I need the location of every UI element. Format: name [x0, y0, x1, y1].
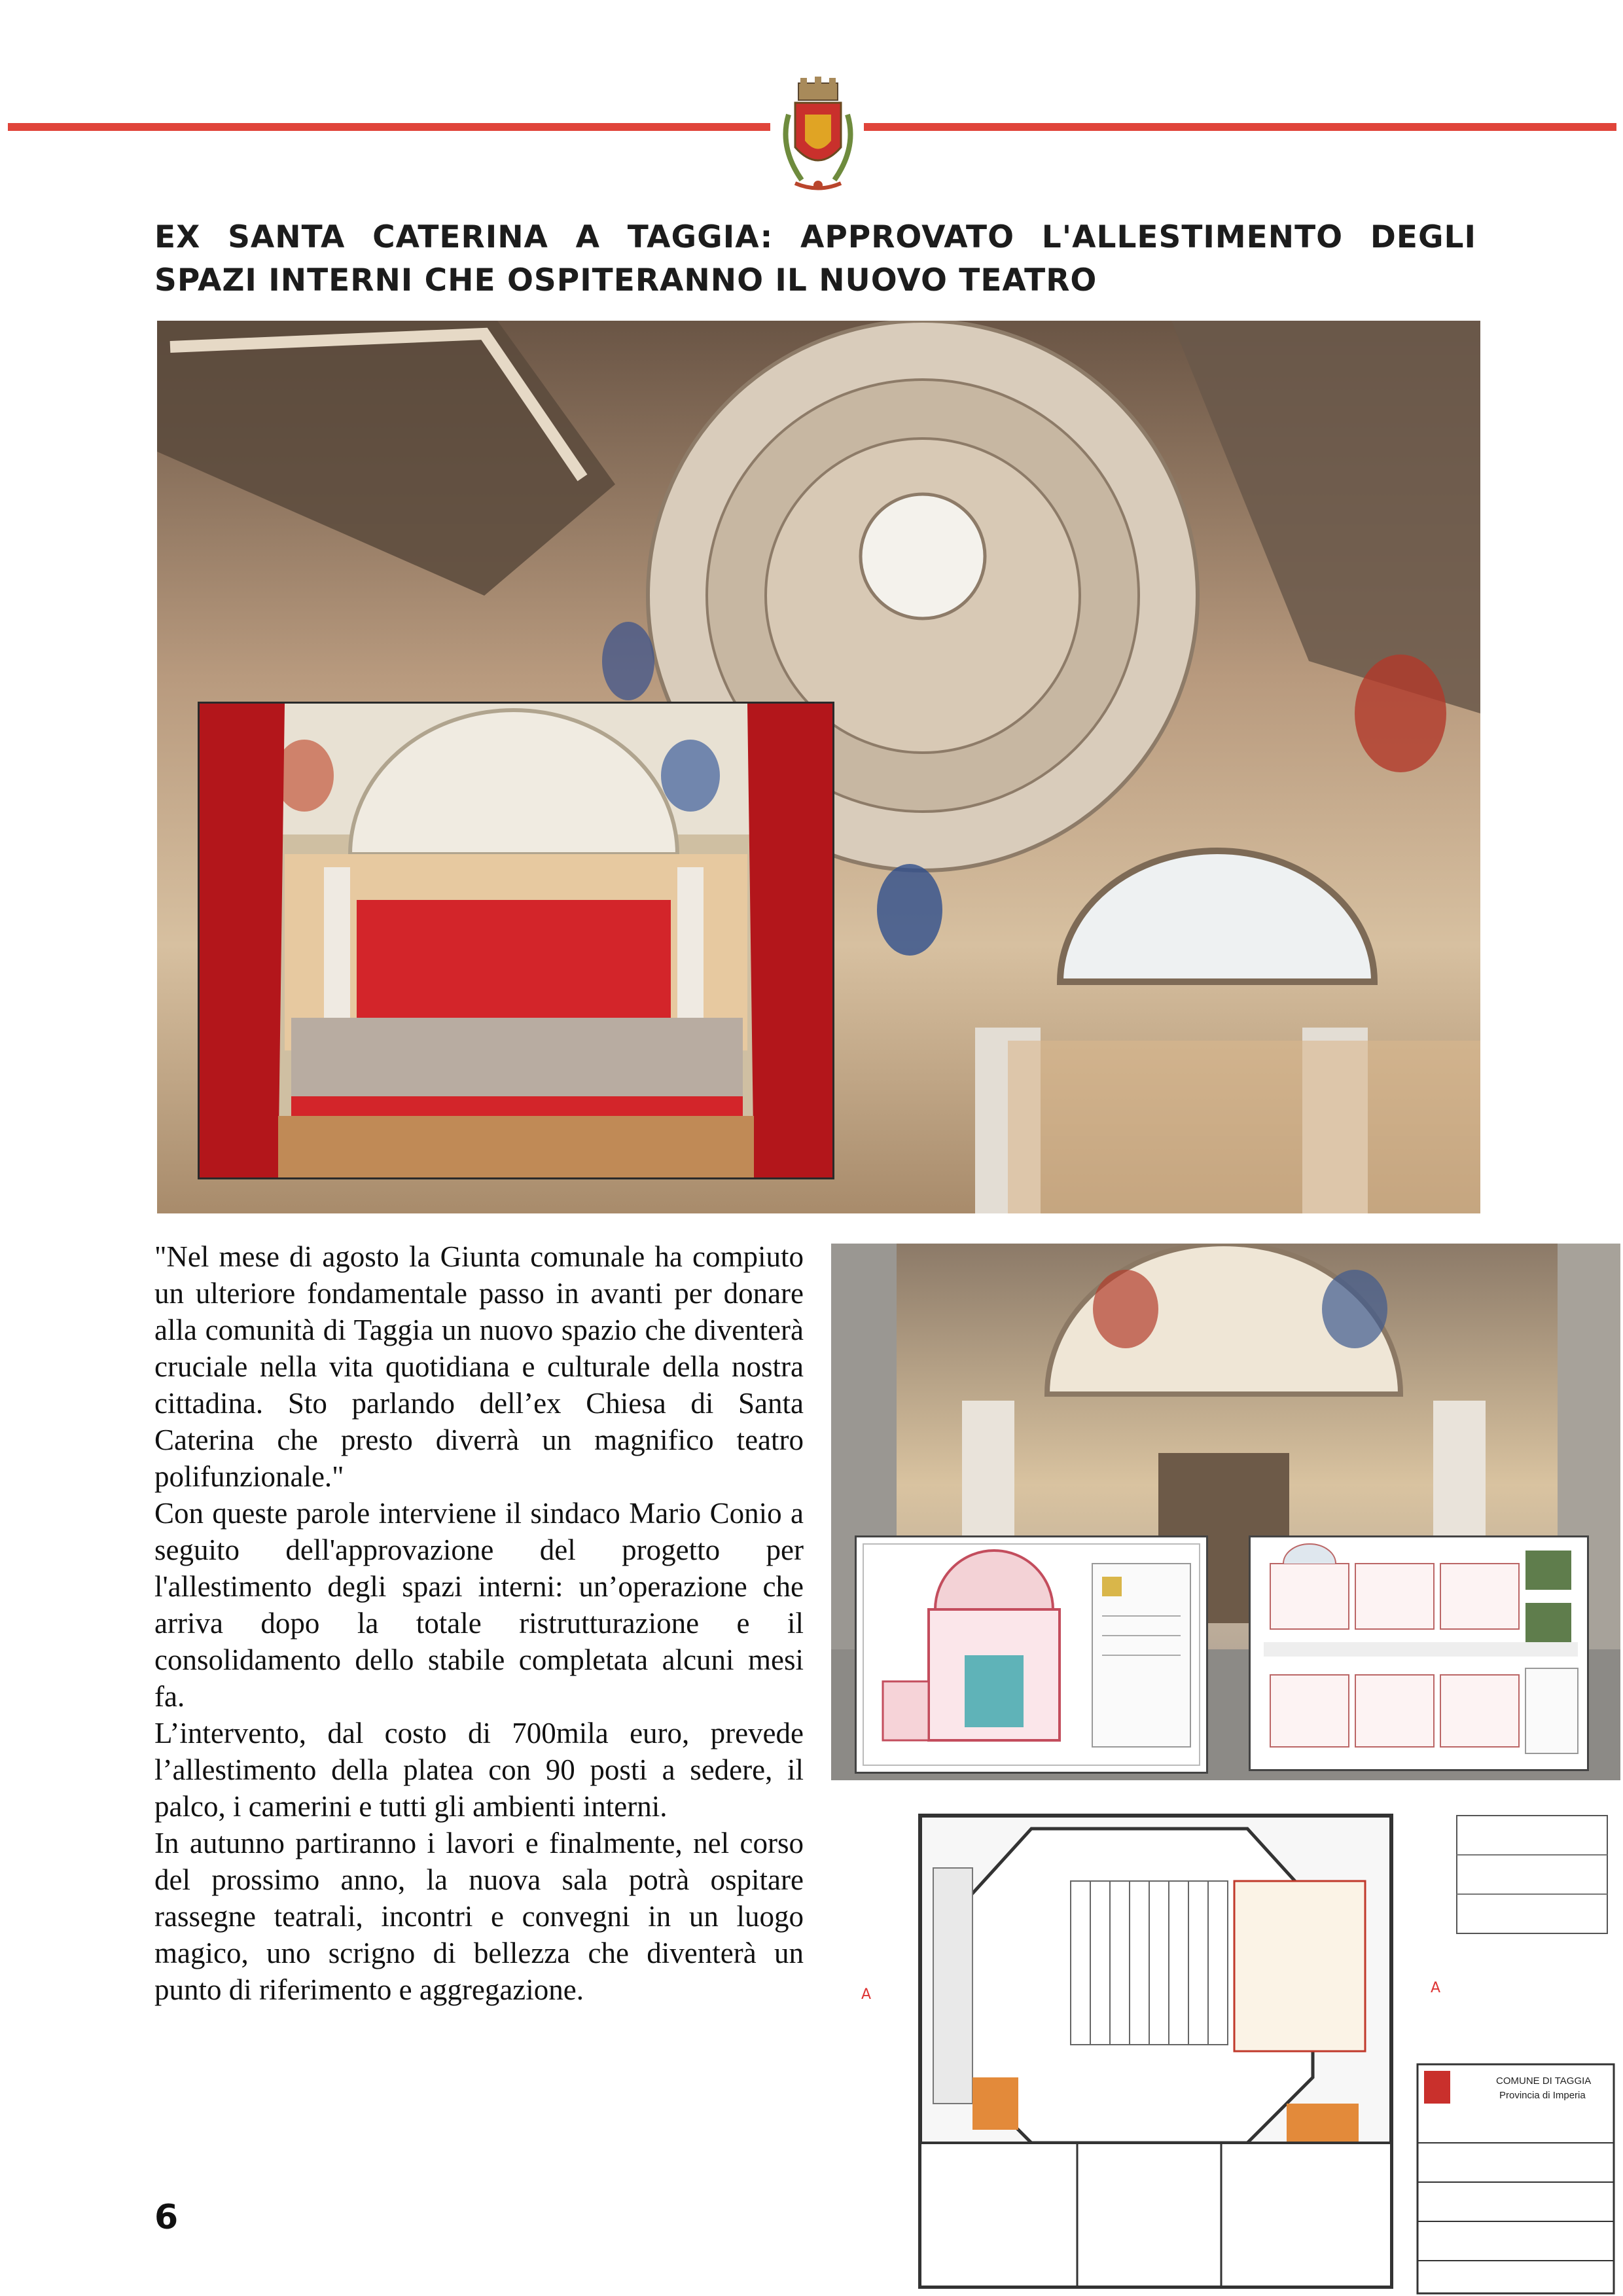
- page-number: 6: [154, 2198, 179, 2237]
- header-rule-right: [864, 123, 1616, 131]
- article-body: [154, 1238, 804, 2008]
- article-headline: EX SANTA CATERINA A TAGGIA: APPROVATO L'ALLESTIMENTO DEGLI SPAZI INTERNI CHE OSPITERANNO IL NUOVO TEATRO: [154, 219, 1476, 298]
- facades-drawing: [1249, 1535, 1589, 1771]
- svg-text:A: A: [1431, 1980, 1441, 1996]
- article-paragraph-schedule: In autunno partiranno i lavori e finalmente, nel corso del prossimo anno, la nuova sala potrà ospitare rassegne teatrali, incontri e convegni in un luogo magico, uno scrigno di bellezza che diventerà un punto di riferimento e aggregazione.: [154, 1827, 804, 2006]
- article-paragraph-quote: "Nel mese di agosto la Giunta comunale ha compiuto un ulteriore fondamentale passo in avanti per donare alla comunità di Taggia un nuovo spazio che diventerà cruciale nella vita quotidiana e culturale della nostra cittadina. Sto parlando dell’ex Chiesa di Santa Caterina che presto diverrà un magnifico teatro polifunzionale.": [154, 1240, 804, 1493]
- plan-title-line1: COMUNE DI TAGGIA: [1496, 2075, 1592, 2087]
- header-rule-left: [8, 123, 770, 131]
- floor-plan-drawing: [815, 1789, 1623, 2296]
- article-paragraph-cost: L’intervento, dal costo di 700mila euro, prevede l’allestimento della platea con 90 posti a sedere, il palco, i camerini e tutti gli ambienti interni.: [154, 1717, 804, 1823]
- coat-of-arms-icon: [776, 75, 861, 200]
- theatre-render-image: [198, 702, 834, 1179]
- svg-text:A: A: [861, 1986, 872, 2003]
- plan-title-line2: Provincia di Imperia: [1499, 2090, 1586, 2101]
- section-drawing: [855, 1535, 1208, 1774]
- article-paragraph-mayor: Con queste parole interviene il sindaco Mario Conio a seguito dell'approvazione del progetto per l'allestimento degli spazi interni: un’operazione che arriva dopo la totale ristrutturazione e il consolidamento dello stabile completata alcuni mesi fa.: [154, 1497, 804, 1713]
